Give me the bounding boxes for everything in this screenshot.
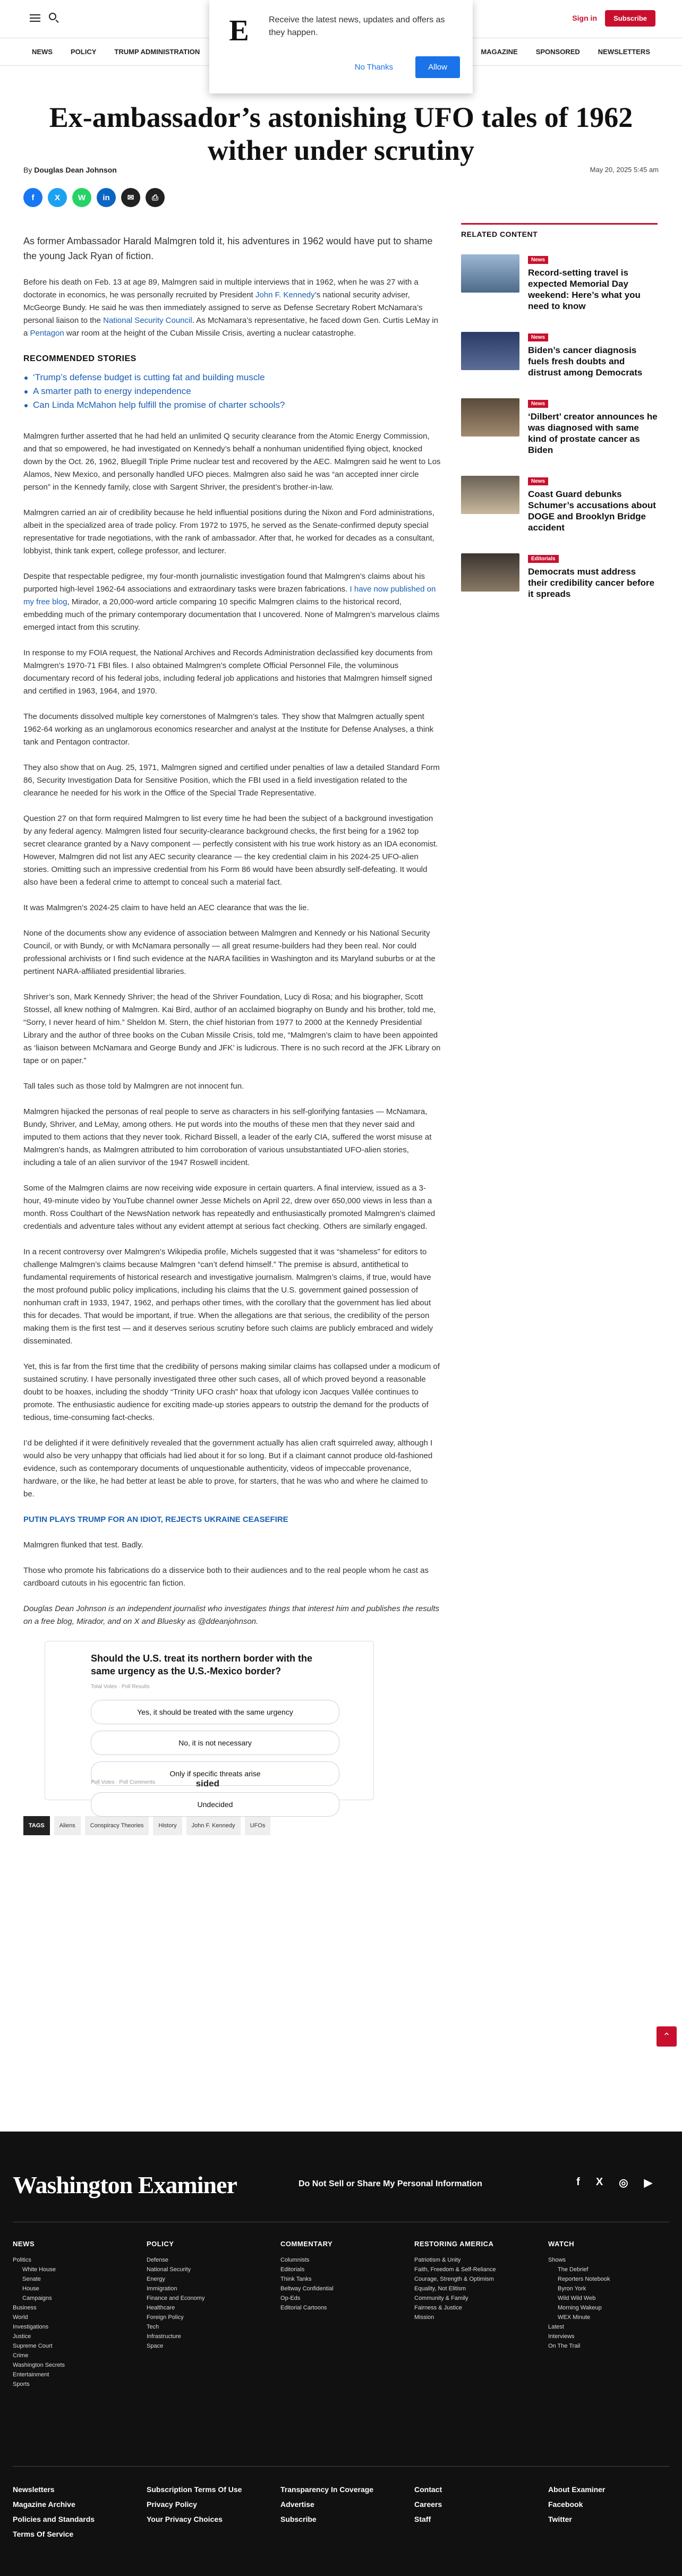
related-tag: News (528, 256, 548, 264)
article-paragraph: They also show that on Aug. 25, 1971, Malmgren signed and certified under penalties of law a detailed Standard Form 86, Security Investigation Data for Sensitive Position, which the FBI used in a field investigation related to the clearance he needed for his work in the Office of the Special Trade Representative. (23, 763, 440, 798)
facebook-icon[interactable]: f (576, 2176, 580, 2188)
footer-bottom-link[interactable]: Careers (414, 2500, 442, 2509)
recommended-link[interactable]: A smarter path to energy independence (23, 384, 441, 398)
related-thumbnail[interactable] (461, 476, 519, 514)
footer-link[interactable]: Finance and Economy (147, 2295, 205, 2301)
footer-bottom-link[interactable]: Transparency In Coverage (280, 2485, 374, 2494)
footer-link[interactable]: White House (22, 2266, 56, 2273)
poll-widget (45, 1641, 374, 1809)
footer-link[interactable]: World (13, 2314, 28, 2321)
menu-icon[interactable] (30, 14, 40, 22)
nav-news[interactable]: NEWS (32, 48, 53, 56)
allow-button[interactable]: Allow (415, 56, 460, 78)
poll-question: Should the U.S. treat its northern border with the same urgency as the U.S.-Mexico border? (91, 1653, 313, 1676)
related-thumbnail[interactable] (461, 254, 519, 293)
site-footer (0, 2132, 682, 2576)
tags-label: TAGS (23, 1816, 50, 1835)
footer-link[interactable]: Infrastructure (147, 2333, 181, 2340)
footer-bottom-link[interactable]: Newsletters (13, 2485, 55, 2494)
inline-link[interactable]: John F. Kennedy (255, 290, 315, 299)
footer-link[interactable]: Reporters Notebook (558, 2276, 610, 2282)
tag-link[interactable]: UFOs (245, 1816, 271, 1835)
related-thumbnail[interactable] (461, 553, 519, 592)
footer-link[interactable]: Latest (548, 2324, 564, 2330)
footer-link[interactable]: Entertainment (13, 2372, 49, 2378)
footer-col (414, 2240, 548, 2389)
footer-col-title[interactable]: POLICY (147, 2240, 174, 2248)
footer-link[interactable]: Supreme Court (13, 2343, 53, 2349)
related-item[interactable] (461, 476, 658, 533)
footer-link[interactable]: Justice (13, 2333, 31, 2340)
signin-link[interactable]: Sign in (572, 14, 597, 22)
article-paragraph: It was Malmgren’s 2024-25 claim to have held an AEC clearance that was the lie. (23, 903, 309, 912)
footer-bottom-link[interactable]: Privacy Policy (147, 2500, 197, 2509)
footer-link[interactable]: Interviews (548, 2333, 575, 2340)
nav-trump-administration[interactable]: TRUMP ADMINISTRATION (114, 48, 200, 56)
article-paragraph: None of the documents show any evidence of association between Malmgren and Kennedy or his National Security Council, or with Bundy, or with McNamara personally — all great resume-builders had they been real. Nor could professional archivists or I find such evidence at the NARA facilities in Washington and its Maryland suburbs or at the pertinent NARA-affiliated presidential libraries. (23, 929, 436, 976)
footer-bottom-link[interactable]: Facebook (548, 2500, 583, 2509)
related-item[interactable] (461, 332, 658, 378)
examiner-logo-icon: E (229, 14, 249, 47)
poll-option[interactable]: No, it is not necessary (91, 1731, 339, 1755)
footer-link[interactable]: Equality, Not Elitism (414, 2286, 466, 2292)
footer-link[interactable]: Columnists (280, 2257, 310, 2263)
recommended-heading: RECOMMENDED STORIES (23, 354, 137, 363)
inline-link[interactable]: I have now published on my free blog (23, 585, 436, 606)
footer-bottom-link[interactable]: Magazine Archive (13, 2500, 75, 2509)
related-title[interactable]: Democrats must address their credibility cancer before it spreads (528, 567, 655, 599)
footer-link[interactable]: On The Trail (548, 2343, 581, 2349)
facebook-share-icon[interactable]: f (23, 188, 42, 207)
byline: By Douglas Dean Johnson (23, 166, 117, 174)
footer-link[interactable]: National Security (147, 2266, 191, 2273)
article-body (23, 234, 441, 1835)
article-paragraph: Shriver’s son, Mark Kennedy Shriver; the head of the Shriver Foundation, Lucy di Rosa; and his biographer, Scott Stossel, all knew nothing of Malmgren. Kai Bird, author of an acclaimed biography on Bundy and his brother, told me, “Sorry, I never heard of him.” Sheldon M. Stern, the chief historian from 1977 to 2000 at the Kennedy Presidential Library and the author of three books on the Cuban Missile Crisis, told me, “Malmgren’s claim to have been appointed as ‘liaison between McNamara and George Bundy and JFK’ is ludicrous. There is no such record at the JFK Library on tape or on paper.” (23, 992, 441, 1065)
related-title[interactable]: Record-setting travel is expected Memorial Day weekend: Here’s what you need to know (528, 268, 641, 311)
footer-link[interactable]: Foreign Policy (147, 2314, 184, 2321)
article-headline: Ex-ambassador’s astonishing UFO tales of 1962 wither under scrutiny (49, 101, 633, 166)
article-paragraph: The documents dissolved multiple key cornerstones of Malmgren’s tales. They show that Malmgren actually spent 1962-64 working as an unglamorous economics researcher and analyst at the Institute for Defense Analyses, a think tank and Pentagon contractor. (23, 712, 434, 747)
footer-bottom-col (548, 2482, 682, 2541)
instagram-icon[interactable]: ◎ (619, 2177, 628, 2189)
footer-col (13, 2240, 147, 2389)
related-item[interactable] (461, 553, 658, 600)
notification-message: Receive the latest news, updates and offers as they happen. (269, 15, 445, 37)
footer-bottom-link[interactable]: Staff (414, 2515, 431, 2523)
article-paragraph: Despite that respectable pedigree, my four-month journalistic investigation found that Malmgren’s claims about his purported high-level 1962-64 associations and extraordinary tasks were brazen fabrications. I have now published on my free blog, Mirador, a 20,000-word article comparing 10 specific Malmgren claims to the historical record, embedding much of the primary contemporary documentation that I uncovered. None of Malmgren’s marvelous claims emerged intact from this scrutiny. (23, 572, 440, 632)
related-tag: News (528, 400, 548, 408)
poll-brand: sided (195, 1778, 219, 1788)
footer-link[interactable]: Healthcare (147, 2305, 175, 2311)
footer-col-title[interactable]: WATCH (548, 2240, 575, 2248)
related-thumbnail[interactable] (461, 332, 519, 370)
article-paragraph: In a recent controversy over Malmgren’s Wikipedia profile, Michels suggested that it was “shameless” for editors to challenge Malmgren’s claims because Malmgren “can’t defend himself.” The premise is absurd, antithetical to fundamental requirements of historical research and investigative journalism. Malmgren’s claims, if true, would have the most profound public policy implications, including his claims that the U.S. government gained possession of nonhuman craft in 1933, 1947, 1962, and perhaps other times, with the corollary that the government has lied about this for decades. That would be important, if true. When the allegations are that serious, the credibility of the person making them is the first test — and it deserves serious scrutiny before such claims are publicly embraced and widely disseminated. (23, 1247, 433, 1346)
footer-bottom-col (414, 2482, 548, 2541)
tag-link[interactable]: History (153, 1816, 182, 1835)
footer-bottom-link[interactable]: About Examiner (548, 2485, 606, 2494)
subscribe-button[interactable]: Subscribe (605, 10, 655, 27)
footer-link[interactable]: Campaigns (22, 2295, 52, 2301)
footer-link[interactable]: Wild Wild Web (558, 2295, 596, 2301)
share-buttons (23, 188, 165, 207)
footer-link[interactable]: Immigration (147, 2286, 177, 2292)
footer-col-title[interactable]: NEWS (13, 2240, 35, 2248)
footer-bottom-link[interactable]: Advertise (280, 2500, 314, 2509)
whatsapp-share-icon[interactable]: W (72, 188, 91, 207)
nav-policy[interactable]: POLICY (71, 48, 97, 56)
related-title[interactable]: ‘Dilbert’ creator announces he was diagnosed with same kind of prostate cancer as Biden (528, 412, 658, 455)
footer-link[interactable]: Business (13, 2305, 37, 2311)
tag-link[interactable]: John F. Kennedy (186, 1816, 241, 1835)
tags (23, 1816, 441, 1835)
youtube-icon[interactable]: ▶ (644, 2177, 652, 2189)
email-share-icon[interactable]: ✉ (121, 188, 140, 207)
footer-link[interactable]: Space (147, 2343, 164, 2349)
article-paragraph: Before his death on Feb. 13 at age 89, Malmgren said in multiple interviews that in 1962, when he was 27 with a doctorate in economics, he was personally recruited by President John F. Kennedy’s national security adviser, McGeorge Bundy. He said he was then immediately assigned to serve as Defense Secretary Robert McNamara’s personal liaison to the National Security Council. As McNamara’s representative, he faced down Gen. Curtis LeMay in a Pentagon war room at the height of the Cuban Missile Crisis, averting a nuclear catastrophe. (23, 278, 438, 338)
nav-sponsored[interactable]: SPONSORED (535, 48, 580, 56)
related-tag: News (528, 477, 548, 485)
footer-link[interactable]: WEX Minute (558, 2314, 591, 2321)
footer-link[interactable]: Faith, Freedom & Self-Reliance (414, 2266, 496, 2273)
footer-col (548, 2240, 682, 2389)
footer-bottom-col (280, 2482, 414, 2541)
footer-link[interactable]: Think Tanks (280, 2276, 312, 2282)
article-lead: As former Ambassador Harald Malmgren told it, his adventures in 1962 would have put to shame the young Jack Ryan of fiction. (23, 236, 433, 261)
footer-divider (13, 2466, 669, 2467)
footer-col-title[interactable]: RESTORING AMERICA (414, 2240, 494, 2248)
tag-link[interactable]: Aliens (54, 1816, 81, 1835)
nav-newsletters[interactable]: NEWSLETTERS (598, 48, 650, 56)
footer-bottom-link[interactable]: Subscription Terms Of Use (147, 2485, 242, 2494)
poll-option[interactable]: Only if specific threats arise (91, 1761, 339, 1786)
article-paragraph: Malmgren flunked that test. Badly. (23, 1541, 143, 1550)
footer-link[interactable]: Mission (414, 2314, 434, 2321)
push-notification-prompt (209, 0, 473, 93)
related-heading: RELATED CONTENT (461, 223, 658, 238)
article-paragraph: Yet, this is far from the first time that the credibility of persons making similar claims has collapsed under a modicum of sustained scrutiny. I have personally investigated three other such cases, all of which proved beyond a reasonable doubt to be hoaxes, including the shoddy “Trinity UFO crash” hoax that ufology icon Jacques Vallée continues to promote. The enthusiastic audience for exciting made-up stories appears to outstrip the demand for the products of tedious, time-consuming fact-checks. (23, 1362, 440, 1422)
article-paragraph: Malmgren further asserted that he had held an unlimited Q security clearance from the Atomic Energy Commission, and that so empowered, he had investigated on Kennedy’s behalf a nonhuman unidentified flying object, knocked down by the Oct. 26, 1962, Bluegill Triple Prime nuclear test and recovered by the AEC. Malmgren said he went to Los Alamos, New Mexico, and personally handled UFO pieces. Malmgren also said he was “an accepted inner circle person” in the Kennedy family, close with Sargent Shriver, the president’s brother-in-law. (23, 432, 441, 492)
article-paragraph: Those who promote his fabrications do a disservice both to their audiences and to the real people whom he cast as cardboard cutouts in his egocentric fan fiction. (23, 1566, 429, 1588)
footer-bottom-link[interactable]: Contact (414, 2485, 442, 2494)
footer-link[interactable]: Courage, Strength & Optimism (414, 2276, 494, 2282)
footer-bottom-col (13, 2482, 147, 2541)
footer-bottom-link[interactable]: Twitter (548, 2515, 572, 2523)
footer-bottom-col (147, 2482, 280, 2541)
footer-wordmark[interactable]: Washington Examiner (13, 2171, 237, 2198)
footer-bottom-link[interactable]: Policies and Standards (13, 2515, 95, 2523)
footer-link[interactable]: Beltway Confidential (280, 2286, 334, 2292)
footer-columns (13, 2240, 682, 2389)
inline-link[interactable]: Pentagon (30, 329, 64, 338)
tag-link[interactable]: Conspiracy Theories (85, 1816, 149, 1835)
footer-link[interactable]: Politics (13, 2257, 31, 2263)
footer-link[interactable]: Byron York (558, 2286, 586, 2292)
author-link[interactable]: Douglas Dean Johnson (34, 166, 117, 174)
related-tag: Editorials (528, 555, 559, 563)
footer-bottom-link[interactable]: Your Privacy Choices (147, 2515, 223, 2523)
publish-date: May 20, 2025 5:45 am (590, 166, 659, 174)
x-icon[interactable]: X (595, 2176, 603, 2188)
footer-link[interactable]: Washington Secrets (13, 2362, 65, 2368)
back-to-top-icon[interactable]: ⌃ (657, 2026, 677, 2047)
x-share-icon[interactable]: X (48, 188, 67, 207)
author-note: Douglas Dean Johnson is an independent journalist who investigates things that interest him and publishes the results on a free blog, Mirador, and on X and Bluesky as @ddeanjohnson. (23, 1604, 439, 1626)
footer-link[interactable]: Senate (22, 2276, 41, 2282)
footer-social (576, 2176, 652, 2189)
footer-col (147, 2240, 280, 2389)
footer-link[interactable]: Op-Eds (280, 2295, 301, 2301)
related-title[interactable]: Coast Guard debunks Schumer’s accusations about DOGE and Brooklyn Bridge accident (528, 489, 656, 533)
footer-link[interactable]: Morning Wakeup (558, 2305, 602, 2311)
footer-bottom-links (13, 2482, 682, 2541)
footer-link[interactable]: Community & Family (414, 2295, 468, 2301)
article-paragraph: Malmgren hijacked the personas of real people to serve as characters in his self-glorifying fantasies — McNamara, Bundy, Shriver, and LeMay, among others. He put words into the mouths of these men that they never said and imputed to them actions that they never took. Richard Bissell, a leader of the early CIA, suffered the worst misuse at Malmgren’s hands, as Malmgren attributed to him corroboration of various unsubstantiated UFO-alien stories, including a tale of an alien survivor of the 1947 Roswell incident. (23, 1107, 432, 1167)
article-paragraph: Malmgren carried an air of credibility because he held influential positions during the Nixon and Ford administrations, albeit in the specialized area of trade policy. From 1972 to 1975, he served as the Senate-confirmed deputy special representative for trade negotiations, with the rank of ambassador. After that, he worked for decades as a consultant, lobbyist, think tank expert, college professor, and lecturer. (23, 508, 434, 555)
footer-link[interactable]: Tech (147, 2324, 159, 2330)
related-content (461, 223, 658, 620)
recommended-stories (23, 350, 441, 412)
article-paragraph: Question 27 on that form required Malmgren to list every time he had been the subject of a background investigation by any federal agency. Malmgren listed four security-clearance background checks, the first being for a 1962 top secret clearance granted by a Navy component — perfectly consistent with his true work history as an IDA economist. However, Malmgren did not list any AEC security clearance — the key credential claim in his 2024-25 UFO-alien stories. Omitting such an impressive credential from his Form 86 would have been absurdly self-defeating. It would also have been a federal crime to attempt to conceal such a material fact. (23, 814, 438, 887)
print-icon[interactable]: ⎙ (146, 188, 165, 207)
do-not-sell-link[interactable]: Do Not Sell or Share My Personal Information (299, 2179, 482, 2188)
article-paragraph: In response to my FOIA request, the National Archives and Records Administration declassified key documents from Malmgren’s 1970-71 FBI files. I also obtained Malmgren’s complete Official Personnel File, the voluminous documentary record of his federal jobs, including federal job applications and histories that Malmgren himself signed and certified in 1963, 1964, and 1970. (23, 648, 433, 696)
poll-footer: Poll Votes · Poll Comments (91, 1779, 156, 1785)
nav-magazine[interactable]: MAGAZINE (481, 48, 518, 56)
footer-link[interactable]: Shows (548, 2257, 566, 2263)
related-item[interactable] (461, 398, 658, 456)
related-thumbnail[interactable] (461, 398, 519, 437)
article-paragraph: I’d be delighted if it were definitively revealed that the government actually has alien craft squirreled away, although I would also be very unhappy that officials had lied about it for so long. But if a claimant cannot produce old-fashioned evidence, such as contemporary documents of unquestionable authenticity, videos of impeccable provenance, hardware, or the like, he had better at least be able to prove, for starters, that he was who and where he claimed to be. (23, 1439, 433, 1499)
recommended-link[interactable]: ‘Trump’s defense budget is cutting fat and building muscle (23, 371, 441, 384)
footer-link[interactable]: Crime (13, 2352, 29, 2359)
footer-link[interactable]: Fairness & Justice (414, 2305, 462, 2311)
footer-bottom-link[interactable]: Terms Of Service (13, 2530, 74, 2538)
article-paragraph: Some of the Malmgren claims are now receiving wide exposure in certain quarters. A final interview, issued as a 3-hour, 49-minute video by YouTube channel owner Jesse Michels on April 22, drew over 650,000 views in less than a month. Ross Coulthart of the NewsNation network has repeatedly and enthusiastically promoted Malmgren’s claimed credentials and adventure tales without any evident attempt at serious fact checking. Others are similarly engaged. (23, 1184, 436, 1231)
footer-link[interactable]: Investigations (13, 2324, 49, 2330)
footer-link[interactable]: Editorials (280, 2266, 305, 2273)
footer-link[interactable]: Energy (147, 2276, 165, 2282)
related-headline-link[interactable]: PUTIN PLAYS TRUMP FOR AN IDIOT, REJECTS UKRAINE CEASEFIRE (23, 1515, 288, 1524)
linkedin-share-icon[interactable]: in (97, 188, 116, 207)
related-title[interactable]: Biden’s cancer diagnosis fuels fresh doubts and distrust among Democrats (528, 345, 643, 378)
footer-link[interactable]: Editorial Cartoons (280, 2305, 327, 2311)
footer-link[interactable]: The Debrief (558, 2266, 589, 2273)
footer-link[interactable]: Sports (13, 2381, 30, 2387)
footer-col-title[interactable]: COMMENTARY (280, 2240, 333, 2248)
footer-link[interactable]: Defense (147, 2257, 168, 2263)
footer-col (280, 2240, 414, 2389)
inline-link[interactable]: National Security Council (103, 316, 192, 325)
footer-link[interactable]: Patriotism & Unity (414, 2257, 461, 2263)
related-tag: News (528, 333, 548, 341)
footer-link[interactable]: House (22, 2286, 39, 2292)
search-icon[interactable] (49, 13, 56, 20)
poll-option[interactable]: Undecided (91, 1792, 339, 1817)
recommended-link[interactable]: Can Linda McMahon help fulfill the promise of charter schools? (23, 398, 441, 412)
poll-option[interactable]: Yes, it should be treated with the same urgency (91, 1700, 339, 1724)
no-thanks-button[interactable]: No Thanks (354, 63, 393, 72)
poll-meta: Total Votes · Poll Results (91, 1684, 150, 1690)
article-paragraph: Tall tales such as those told by Malmgren are not innocent fun. (23, 1082, 244, 1091)
related-item[interactable] (461, 254, 658, 312)
footer-bottom-link[interactable]: Subscribe (280, 2515, 317, 2523)
